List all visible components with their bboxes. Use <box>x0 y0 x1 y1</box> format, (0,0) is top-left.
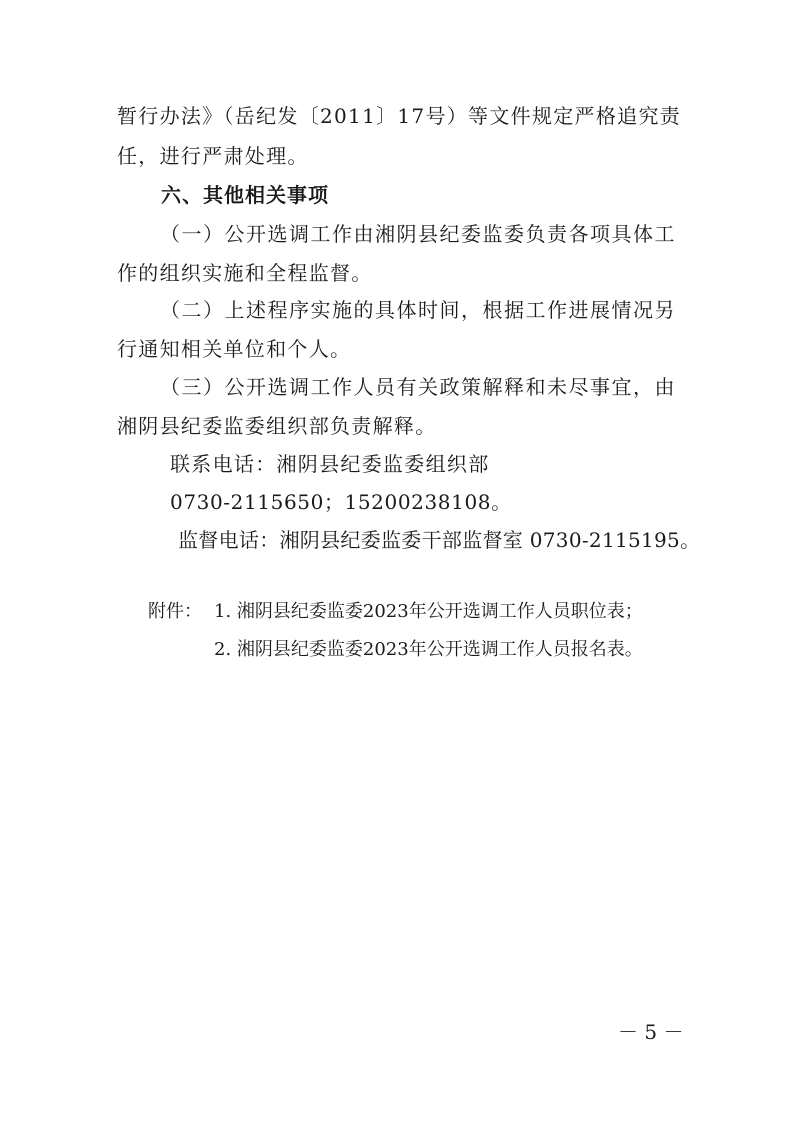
attachment-item: 2. 湘阴县纪委监委2023年公开选调工作人员报名表。 <box>214 639 643 660</box>
contact-phone-numbers: 0730-2115650；15200238108。 <box>170 490 512 514</box>
attachment-label: 附件： <box>148 601 202 622</box>
paragraph-line: （一）公开选调工作由湘阴县纪委监委负责各项具体工 <box>160 222 676 246</box>
paragraph-line: 作的组织实施和全程监督。 <box>117 261 373 285</box>
paragraph-line: （二）上述程序实施的具体时间，根据工作进展情况另 <box>160 298 676 322</box>
attachment-item: 1. 湘阴县纪委监委2023年公开选调工作人员职位表； <box>214 601 643 622</box>
contact-phone-label: 联系电话：湘阴县纪委监委组织部 <box>170 452 490 476</box>
supervision-phone: 监督电话：湘阴县纪委监委干部监督室 0730-2115195。 <box>178 528 701 552</box>
paragraph-line: 湘阴县纪委监委组织部负责解释。 <box>117 414 437 438</box>
page-number: － 5 － <box>618 1020 684 1044</box>
paragraph-line: 任，进行严肃处理。 <box>117 144 309 168</box>
paragraph-line: （三）公开选调工作人员有关政策解释和未尽事宜，由 <box>160 375 676 399</box>
paragraph-line: 暂行办法》（岳纪发〔2011〕17号）等文件规定严格追究责 <box>117 104 682 128</box>
paragraph-line: 行通知相关单位和个人。 <box>117 337 352 361</box>
section-heading: 六、其他相关事项 <box>161 183 329 207</box>
